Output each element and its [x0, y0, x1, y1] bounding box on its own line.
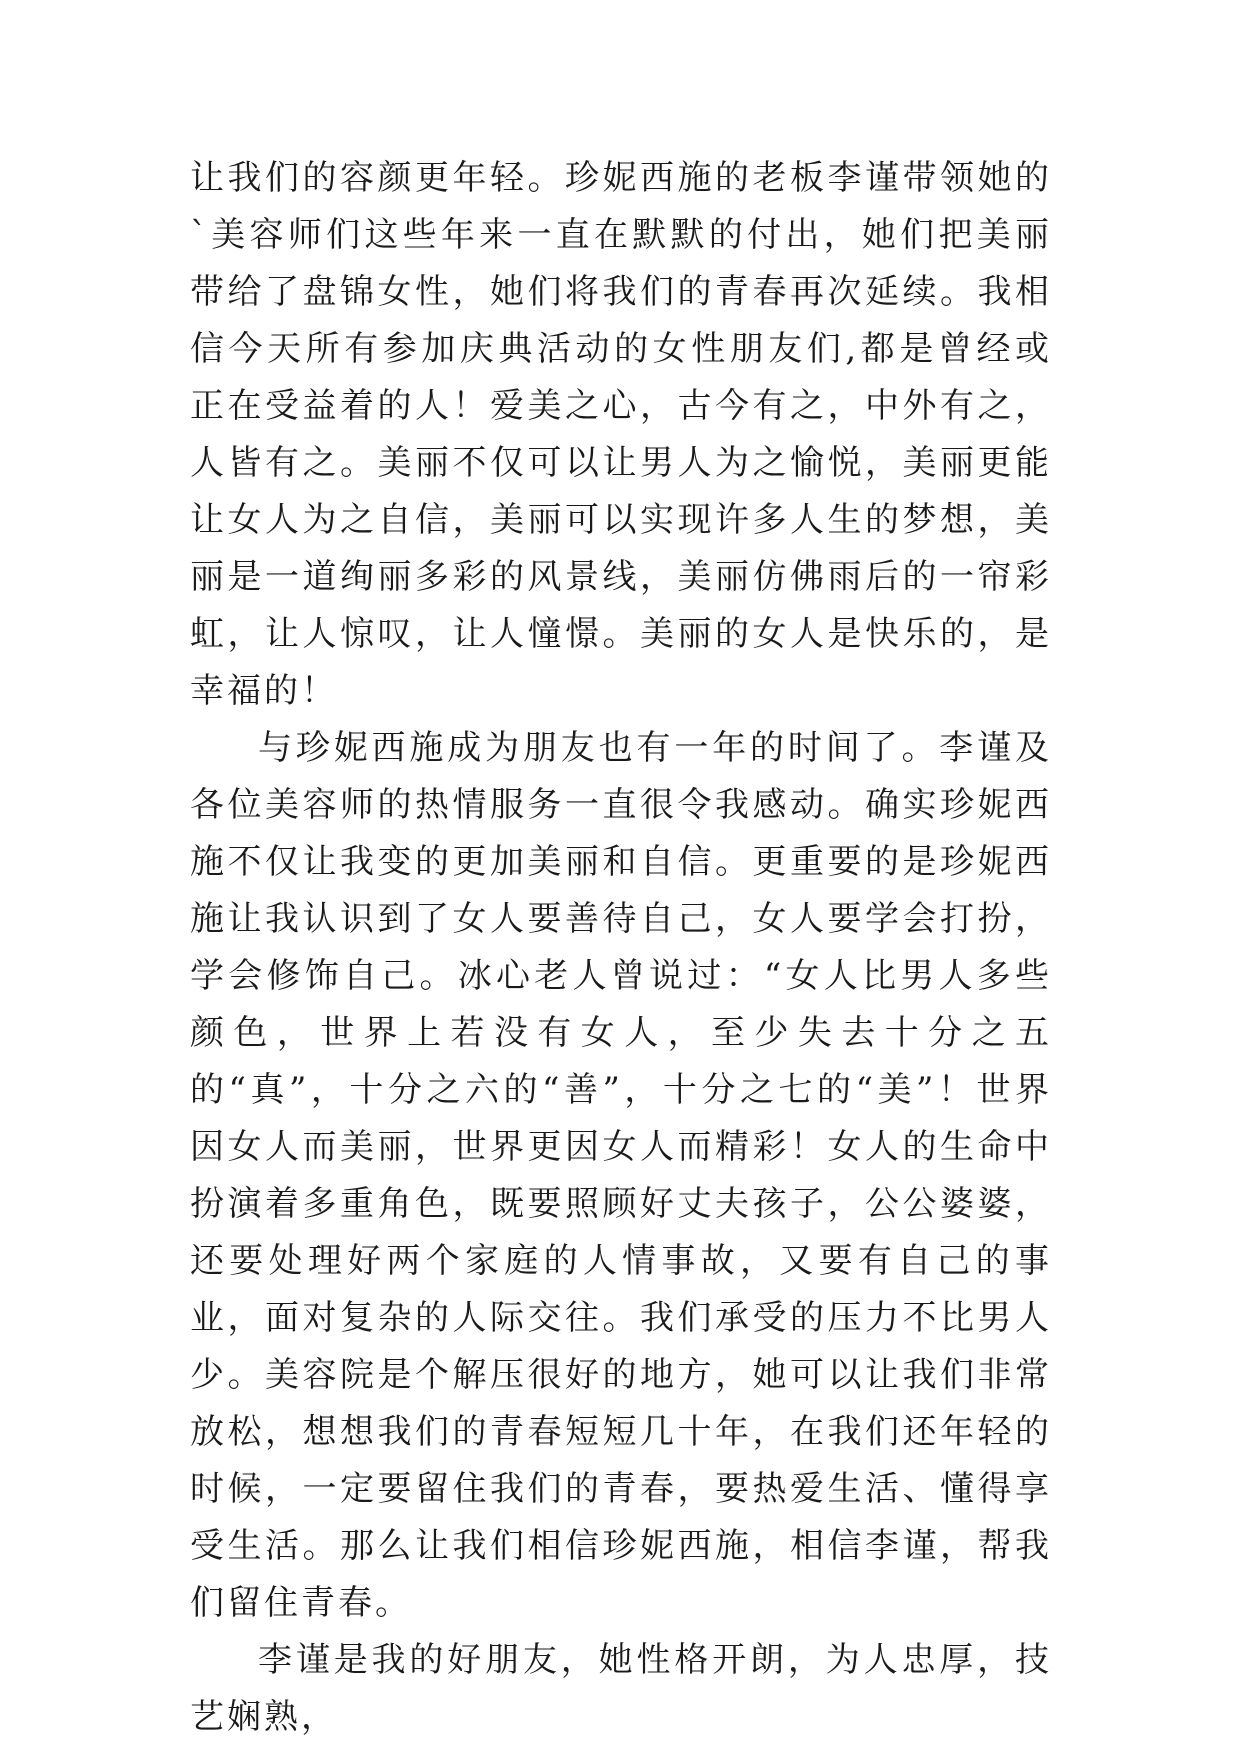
paragraph-1: 让我们的容颜更年轻。珍妮西施的老板李谨带领她的`美容师们这些年来一直在默默的付出，她们把美丽带给了盘锦女性，她们将我们的青春再次延续。我相信今天所有参加庆典活动的女性朋友们,都是曾经或正在受益着的人！爱美之心，古今有之，中外有之，人皆有之。美丽不仅可以让男人为之愉悦，美丽更能让女人为之自信，美丽可以实现许多人生的梦想，美丽是一道绚丽多彩的风景线，美丽仿佛雨后的一帘彩虹，让人惊叹，让人憧憬。美丽的女人是快乐的，是幸福的！	[190, 158, 1052, 711]
document-body	[190, 150, 1052, 1746]
paragraph-3: 李谨是我的好朋友，她性格开朗，为人忠厚，技艺娴熟，	[190, 1640, 1052, 1737]
paragraph-2: 与珍妮西施成为朋友也有一年的时间了。李谨及各位美容师的热情服务一直很令我感动。确实珍妮西施不仅让我变的更加美丽和自信。更重要的是珍妮西施让我认识到了女人要善待自己，女人要学会打扮，学会修饰自己。冰心老人曾说过：“女人比男人多些颜色，世界上若没有女人，至少失去十分之五的“真”，十分之六的“善”，十分之七的“美”！世界因女人而美丽，世界更因女人而精彩！女人的生命中扮演着多重角色，既要照顾好丈夫孩子，公公婆婆，还要处理好两个家庭的人情事故，又要有自己的事业，面对复杂的人际交往。我们承受的压力不比男人少。美容院是个解压很好的地方，她可以让我们非常放松，想想我们的青春短短几十年，在我们还年轻的时候，一定要留住我们的青春，要热爱生活、懂得享受生活。那么让我们相信珍妮西施，相信李谨，帮我们留住青春。	[190, 728, 1052, 1623]
